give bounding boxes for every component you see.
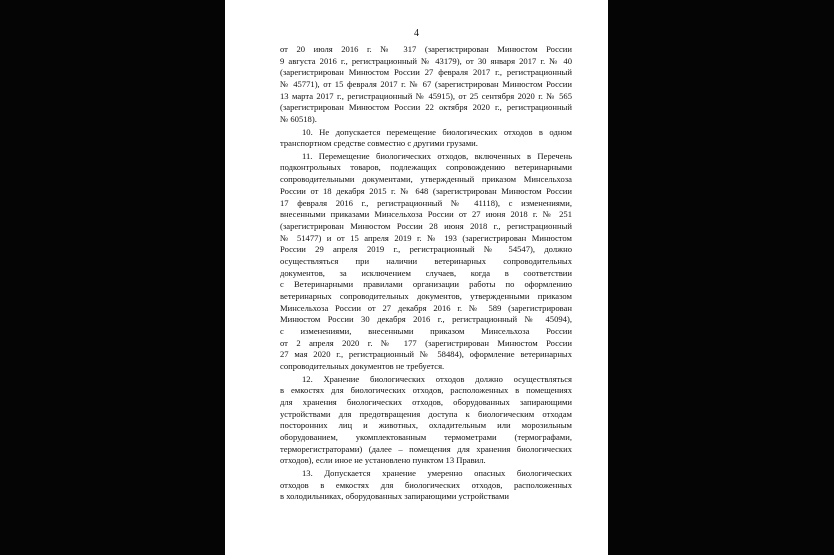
paragraph: [280, 127, 572, 150]
text-line: внесенными приказами Минсельхоза России от 27 июня 2018 г. № 251: [280, 209, 572, 220]
text-line: 27 мая 2020 г., регистрационный № 58484), оформление ветеринарных: [280, 349, 572, 360]
text-line: в холодильниках, оборудованных запирающими устройствами: [280, 491, 510, 502]
document-body: [280, 44, 572, 503]
paragraph: [280, 151, 572, 373]
text-line: документов, за исключением случаев, когда в соответствии: [280, 267, 572, 278]
text-line: 9 августа 2016 г., регистрационный № 43179), от 30 января 2017 г. № 40: [280, 55, 572, 66]
text-line: (зарегистрирован Минюстом России 28 июня 2018 г., регистрационный: [280, 220, 572, 231]
text-line: сопроводительными документами, утвержденный приказом Минсельхоза: [280, 174, 572, 185]
text-line: для хранения биологических отходов, оборудованных запирающими: [280, 397, 572, 408]
text-line: с Ветеринарными правилами организации работы по оформлению: [280, 279, 572, 290]
text-line: от 20 июля 2016 г. № 317 (зарегистрирован Минюстом России: [280, 44, 572, 54]
text-line: России от 18 декабря 2015 г. № 648 (зарегистрирован Минюстом России: [280, 185, 572, 196]
text-line: ветеринарных сопроводительных документов, утвержденными приказом: [280, 291, 572, 302]
text-line: № 60518).: [280, 114, 317, 125]
text-line: с изменениями, внесенными приказом Минсельхоза России: [280, 326, 572, 337]
text-line: Минсельхоза России от 27 декабря 2016 г. № 589 (зарегистрирован: [280, 302, 572, 313]
text-line: от 2 апреля 2020 г. № 177 (зарегистрирован Минюстом России: [280, 337, 572, 348]
text-line: устройствами для предотвращения доступа к биологическим отходам: [280, 408, 572, 419]
text-line: оборудованием, укомплектованным термометрами (термографами,: [280, 432, 572, 443]
text-line: 10. Не допускается перемещение биологических отходов в одном: [302, 126, 572, 137]
paragraph: [280, 374, 572, 468]
text-line: № 51477) и от 15 апреля 2019 г. № 193 (зарегистрирован Минюстом: [280, 232, 572, 243]
text-line: Минюстом России 30 декабря 2016 г., регистрационный № 45094),: [280, 314, 572, 325]
text-line: в емкостях для биологических отходов, расположенных в помещениях: [280, 385, 572, 396]
text-line: подконтрольных товаров, подлежащих сопровождению ветеринарными: [280, 162, 572, 173]
text-line: 11. Перемещение биологических отходов, включенных в Перечень: [302, 150, 572, 161]
page-number: 4: [414, 28, 419, 39]
text-line: отходов в емкостях для биологических отходов, расположенных: [280, 479, 572, 490]
text-line: отходов), если иное не установлено пунктом 13 Правил.: [280, 455, 486, 466]
text-line: (зарегистрирован Минюстом России 22 октября 2020 г., регистрационный: [280, 102, 572, 113]
paragraph: [280, 468, 572, 503]
text-line: 17 февраля 2016 г., регистрационный № 41118), с изменениями,: [280, 197, 572, 208]
paragraph: [280, 44, 572, 126]
document-page: [225, 0, 608, 555]
text-line: (зарегистрирован Минюстом России 27 февраля 2017 г., регистрационный: [280, 67, 572, 78]
text-line: терморегистраторами) (далее – помещения для хранения биологических: [280, 443, 572, 454]
text-line: № 45771), от 15 февраля 2017 г. № 67 (зарегистрирован Минюстом России: [280, 79, 572, 90]
text-line: осуществляться при наличии ветеринарных сопроводительных: [280, 255, 572, 266]
text-line: 12. Хранение биологических отходов должно осуществляться: [302, 373, 572, 384]
text-line: 13 марта 2017 г., регистрационный № 45915), от 25 сентября 2020 г. № 565: [280, 90, 572, 101]
text-line: России 29 апреля 2019 г., регистрационный № 54547), должно: [280, 244, 572, 255]
text-line: посторонних лиц и животных, охладительным или морозильным: [280, 420, 572, 431]
text-line: транспортном средстве совместно с другими грузами.: [280, 138, 478, 149]
text-line: сопроводительных документов не требуется.: [280, 361, 445, 372]
text-line: 13. Допускается хранение умеренно опасных биологических: [302, 467, 572, 478]
